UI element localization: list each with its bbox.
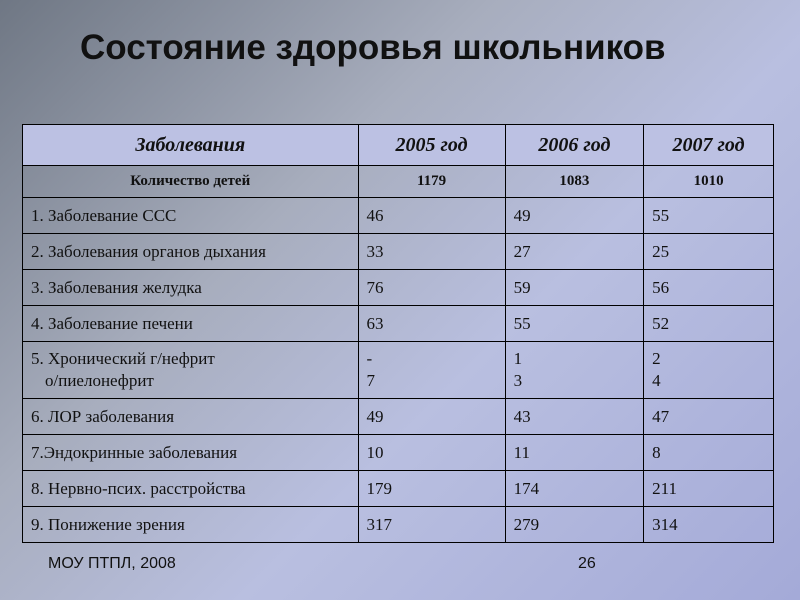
table-row [23, 342, 774, 399]
value-2007: 55 [644, 198, 774, 234]
table-row [23, 399, 774, 435]
value-2005-line2: 7 [366, 371, 375, 390]
disease-label-line2: о/пиелонефрит [45, 371, 154, 390]
disease-label: 4. Заболевание печени [23, 306, 359, 342]
value-2005: 33 [358, 234, 505, 270]
value-2005: 49 [358, 399, 505, 435]
disease-label: 9. Понижение зрения [23, 507, 359, 543]
table-row [23, 306, 774, 342]
value-2007: 211 [644, 471, 774, 507]
value-2005 [358, 342, 505, 399]
value-2007 [644, 342, 774, 399]
table-row [23, 471, 774, 507]
value-2007-line1: 2 [652, 349, 661, 368]
value-2005: 179 [358, 471, 505, 507]
table-header-row [23, 125, 774, 166]
header-2007: 2007 год [644, 125, 774, 166]
value-2005: 10 [358, 435, 505, 471]
count-2007: 1010 [644, 166, 774, 198]
table-row [23, 270, 774, 306]
table-row [23, 507, 774, 543]
disease-label: 3. Заболевания желудка [23, 270, 359, 306]
value-2006: 174 [505, 471, 643, 507]
value-2006: 59 [505, 270, 643, 306]
value-2007: 8 [644, 435, 774, 471]
disease-label: 2. Заболевания органов дыхания [23, 234, 359, 270]
table-row [23, 234, 774, 270]
value-2007: 25 [644, 234, 774, 270]
disease-label [23, 342, 359, 399]
table-row [23, 435, 774, 471]
value-2007: 56 [644, 270, 774, 306]
value-2006: 43 [505, 399, 643, 435]
count-2005: 1179 [358, 166, 505, 198]
value-2006: 279 [505, 507, 643, 543]
value-2005: 317 [358, 507, 505, 543]
value-2007: 47 [644, 399, 774, 435]
value-2005: 46 [358, 198, 505, 234]
count-label: Количество детей [23, 166, 359, 198]
value-2007: 52 [644, 306, 774, 342]
count-2006: 1083 [505, 166, 643, 198]
value-2006: 11 [505, 435, 643, 471]
header-diseases: Заболевания [23, 125, 359, 166]
value-2006: 49 [505, 198, 643, 234]
table-row [23, 198, 774, 234]
value-2006-line2: 3 [513, 371, 523, 390]
slide-title: Состояние здоровья школьников [80, 28, 666, 67]
header-2005: 2005 год [358, 125, 505, 166]
disease-label: 8. Нервно-псих. расстройства [23, 471, 359, 507]
health-table [22, 124, 774, 543]
header-2006: 2006 год [505, 125, 643, 166]
slide-number: 26 [578, 555, 596, 572]
disease-label: 6. ЛОР заболевания [23, 399, 359, 435]
children-count-row [23, 166, 774, 198]
disease-label-line1: 5. Хронический г/нефрит [31, 349, 215, 368]
value-2007: 314 [644, 507, 774, 543]
value-2006-line1: 1 [513, 349, 523, 368]
disease-label: 7.Эндокринные заболевания [23, 435, 359, 471]
value-2006: 55 [505, 306, 643, 342]
value-2005: 76 [358, 270, 505, 306]
value-2006 [505, 342, 643, 399]
value-2005-line1: - [366, 349, 373, 368]
value-2006: 27 [505, 234, 643, 270]
value-2005: 63 [358, 306, 505, 342]
value-2007-line2: 4 [652, 371, 661, 390]
footer-organization: МОУ ПТПЛ, 2008 [48, 555, 176, 572]
disease-label: 1. Заболевание ССС [23, 198, 359, 234]
